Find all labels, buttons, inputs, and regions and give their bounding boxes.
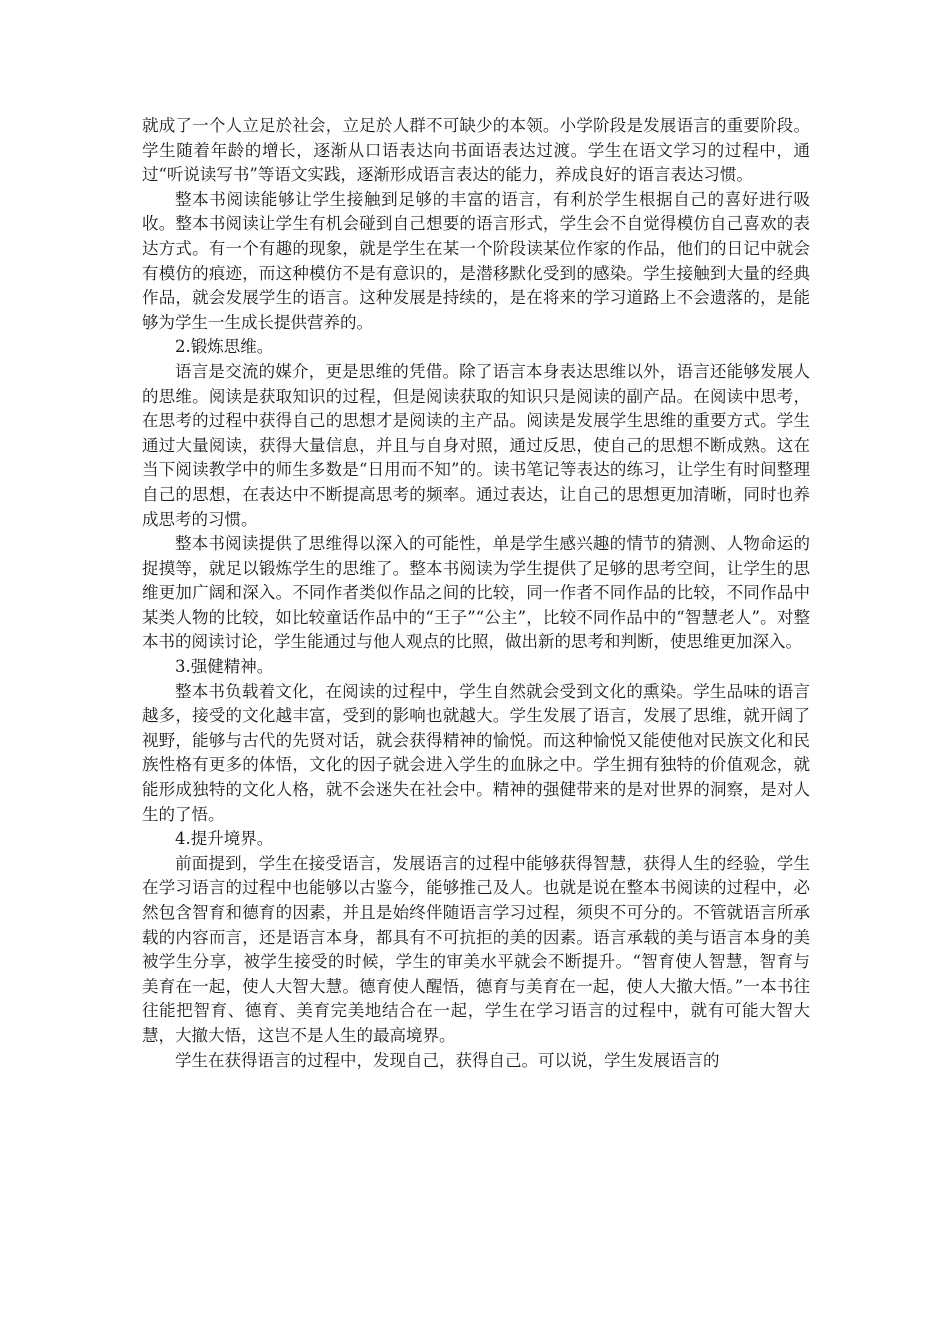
paragraph-6: 前面提到，学生在接受语言，发展语言的过程中能够获得智慧，获得人生的经验，学生在学习语言的过程中也能够以古鉴今，能够推己及人。也就是说在整本书阅读的过程中，必然包含智育和德育的因素，并且是始终伴随语言学习过程，须臾不可分的。不管就语言所承载的内容而言，还是语言本身，都具有不可抗拒的美的因素。语言承载的美与语言本身的美被学生分享，被学生接受的时候，学生的审美水平就会不断提升。“智育使人智慧，智育与美育在一起，使人大智大慧。德育使人醒悟，德育与美育在一起，使人大撤大悟。”一本书往往能把智育、德育、美育完美地结合在一起，学生在学习语言的过程中，就有可能大智大慧，大撤大悟，这岂不是人生的最高境界。 — [142, 853, 810, 1045]
paragraph-3: 语言是交流的媒介，更是思维的凭借。除了语言本身表达思维以外，语言还能够发展人的思维。阅读是获取知识的过程，但是阅读获取的知识只是阅读的副产品。在阅读中思考，在思考的过程中获得自己的思想才是阅读的主产品。阅读是发展学生思维的重要方式。学生通过大量阅读，获得大量信息，并且与自身对照，通过反思，使自己的思想不断成熟。这在当下阅读教学中的师生多数是“日用而不知”的。读书笔记等表达的练习，让学生有时间整理自己的思想，在表达中不断提高思考的频率。通过表达，让自己的思想更加清晰，同时也养成思考的习惯。 — [142, 361, 810, 529]
paragraph-4: 整本书阅读提供了思维得以深入的可能性，单是学生感兴趣的情节的猜测、人物命运的捉摸等，就足以锻炼学生的思维了。整本书阅读为学生提供了足够的思考空间，让学生的思维更加广阔和深入。不同作者类似作品之间的比较，同一作者不同作品的比较，不同作品中某类人物的比较，如比较童话作品中的“王子”“公主”，比较不同作品中的“智慧老人”。对整本书的阅读讨论，学生能通过与他人观点的比照，做出新的思考和判断，使思维更加深入。 — [142, 534, 810, 652]
paragraph-2: 整本书阅读能够让学生接触到足够的丰富的语言，有利於学生根据自己的喜好进行吸收。整本书阅读让学生有机会碰到自己想要的语言形式，学生会不自觉得模仿自己喜欢的表达方式。有一个有趣的现象，就是学生在某一个阶段读某位作家的作品，他们的日记中就会有模仿的痕迹，而这种模仿不是有意识的，是潜移默化受到的感染。学生接触到大量的经典作品，就会发展学生的语言。这种发展是持续的，是在将来的学习道路上不会遗落的，是能够为学生一生成长提供营养的。 — [142, 189, 810, 332]
section-heading-2: 2.锻炼思维。 — [175, 337, 274, 357]
section-heading-3: 3.强健精神。 — [175, 657, 274, 677]
section-heading-4: 4.提升境界。 — [175, 829, 274, 849]
paragraph-1: 就成了一个人立足於社会，立足於人群不可缺少的本领。小学阶段是发展语言的重要阶段。学生随着年龄的增长，逐渐从口语表达向书面语表达过渡。学生在语文学习的过程中，通过“听说读写书”等语文实践，逐渐形成语言表达的能力，养成良好的语言表达习惯。 — [142, 116, 810, 185]
paragraph-5: 整本书负载着文化，在阅读的过程中，学生自然就会受到文化的熏染。学生品味的语言越多，接受的文化越丰富，受到的影响也就越大。学生发展了语言，发展了思维，就开阔了视野，能够与古代的先贤对话，就会获得精神的愉悦。而这种愉悦又能使他对民族文化和民族性格有更多的体悟，文化的因子就会进入学生的血脉之中。学生拥有独特的价值观念，就能形成独特的文化人格，就不会迷失在社会中。精神的强健带来的是对世界的洞察，是对人生的了悟。 — [142, 681, 810, 824]
paragraph-7: 学生在获得语言的过程中，发现自己，获得自己。可以说，学生发展语言的 — [175, 1050, 720, 1070]
document-body — [142, 114, 810, 1073]
